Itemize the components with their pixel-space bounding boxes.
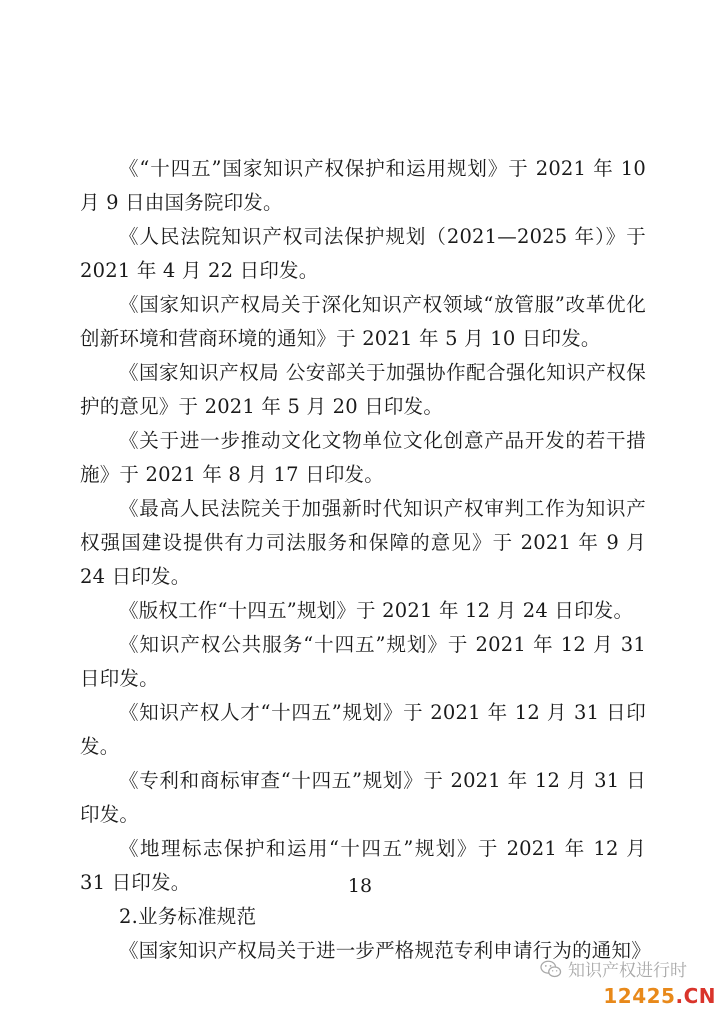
paragraph: 《最高人民法院关于加强新时代知识产权审判工作为知识产权强国建设提供有力司法服务和保障的意见》于 2021 年 9 月 24 日印发。: [80, 497, 646, 588]
page-number: 18: [347, 875, 373, 897]
site-logo-dot: .: [675, 984, 684, 1008]
paragraph: 《国家知识产权局 公安部关于加强协作配合强化知识产权保护的意见》于 2021 年 5 月 20 日印发。: [80, 361, 646, 418]
paragraph: 《人民法院知识产权司法保护规划（2021—2025 年）》于 2021 年 4 月 22 日印发。: [80, 225, 646, 282]
paragraph: 《专利和商标审查“十四五”规划》于 2021 年 12 月 31 日印发。: [80, 769, 646, 826]
paragraph: 《版权工作“十四五”规划》于 2021 年 12 月 24 日印发。: [119, 599, 634, 622]
paragraph: 《知识产权公共服务“十四五”规划》于 2021 年 12 月 31 日印发。: [80, 633, 646, 690]
paragraph: 《地理标志保护和运用“十四五”规划》于 2021 年 12 月 31 日印发。: [80, 837, 646, 894]
site-logo: [603, 984, 716, 1008]
paragraph: 《知识产权人才“十四五”规划》于 2021 年 12 月 31 日印发。: [80, 701, 646, 758]
site-logo-number: 12425: [603, 984, 676, 1008]
section-heading: 2.业务标准规范: [119, 905, 257, 928]
wechat-icon: [540, 959, 562, 979]
paragraph: 《国家知识产权局关于深化知识产权领域“放管服”改革优化创新环境和营商环境的通知》于 2021 年 5 月 10 日印发。: [80, 293, 646, 350]
paragraph: 《国家知识产权局关于进一步严格规范专利申请行为的通知》: [119, 939, 651, 962]
site-logo-domain: CN: [683, 984, 716, 1008]
watermark: [540, 956, 687, 981]
paragraph: 《关于进一步推动文化文物单位文化创意产品开发的若干措施》于 2021 年 8 月 17 日印发。: [80, 429, 646, 486]
document-body: [80, 152, 651, 968]
watermark-text: 知识产权进行时: [568, 961, 687, 981]
paragraph: 《“十四五”国家知识产权保护和运用规划》于 2021 年 10 月 9 日由国务院印发。: [80, 157, 646, 214]
